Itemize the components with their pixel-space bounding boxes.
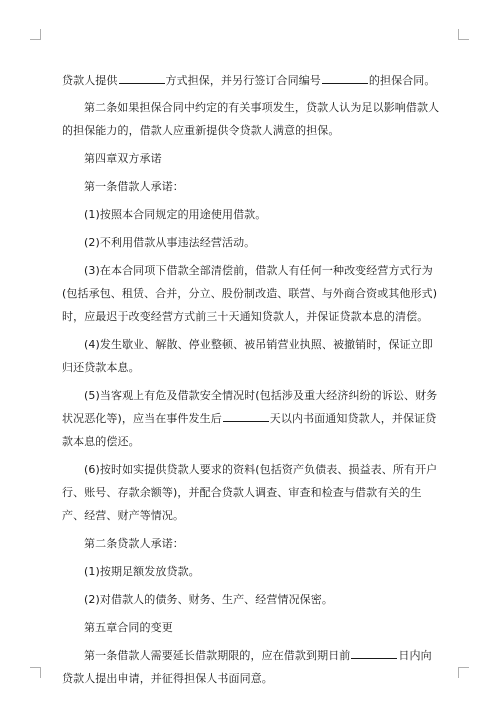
list-item [62, 588, 442, 611]
fill-in-blank [119, 72, 165, 84]
crop-mark-bottom-left [30, 667, 41, 678]
text-run: 第一条借款人需要延长借款期限的，应在借款到期日前 [84, 649, 351, 662]
text-run: 第四章双方承诺 [84, 152, 162, 165]
list-item [62, 458, 442, 527]
document-page [62, 69, 442, 695]
paragraph [62, 96, 442, 142]
text-run: (5)当客观上有危及借款安全情况时(包括涉及重大经济纠纷的诉讼、财务状况恶化等)，应当在事件发生后 [62, 389, 438, 425]
list-item [62, 333, 442, 379]
list-item [62, 560, 442, 583]
paragraph [62, 175, 442, 198]
paragraph [62, 69, 442, 92]
text-run: (1)按照本合同规定的用途使用借款。 [84, 208, 267, 221]
text-run: 第五章合同的变更 [84, 621, 173, 634]
text-run: 贷款人提供 [62, 74, 118, 87]
crop-mark-top-right [458, 29, 469, 40]
text-run: (2)不利用借款从事违法经营活动。 [84, 236, 256, 249]
text-run: 第二条如果担保合同中约定的有关事项发生，贷款人认为足以影响借款人的担保能力的，借款人应重新提供令贷款人满意的担保。 [62, 101, 440, 137]
text-run: 第一条借款人承诺： [84, 180, 184, 193]
text-run: (1)按期足额发放贷款。 [84, 565, 200, 578]
paragraph [62, 532, 442, 555]
list-item [62, 231, 442, 254]
list-item [62, 384, 442, 453]
text-run: (4)发生歇业、解散、停业整顿、被吊销营业执照、被撤销时，保证立即归还贷款本息。 [62, 338, 433, 374]
crop-mark-top-left [30, 29, 41, 40]
text-run: (2)对借款人的债务、财务、生产、经营情况保密。 [84, 593, 333, 606]
crop-mark-bottom-right [458, 667, 469, 678]
list-item [62, 203, 442, 226]
list-item [62, 259, 442, 328]
paragraph [62, 644, 442, 690]
text-run: (6)按时如实提供贷款人要求的资料(包括资产负债表、损益表、所有开户行、账号、存款余额等)，并配合贷款人调查、审查和检查与借款有关的生产、经营、财产等情况。 [62, 463, 438, 522]
text-run: 第二条贷款人承诺： [84, 537, 184, 550]
text-run: 方式担保，并另行签订合同编号 [165, 74, 321, 87]
text-run: (3)在本合同项下借款全部清偿前，借款人有任何一种改变经营方式行为(包括承包、租赁、合并，分立、股份制改造、联营、与外商合资或其他形式)时，应最迟于改变经营方式前三十天通知贷款人，并保证贷款本息的清偿。 [62, 264, 438, 323]
fill-in-blank [322, 72, 368, 84]
chapter-heading [62, 147, 442, 170]
fill-in-blank [223, 410, 269, 422]
text-run: 的担保合同。 [368, 74, 436, 87]
text-run: 天以内书面通知贷款人，并保证贷款本息的偿还。 [62, 412, 437, 448]
fill-in-blank [351, 647, 397, 659]
text-run: 日内向贷款人提出申请，并征得担保人书面同意。 [62, 649, 432, 685]
chapter-heading [62, 616, 442, 639]
